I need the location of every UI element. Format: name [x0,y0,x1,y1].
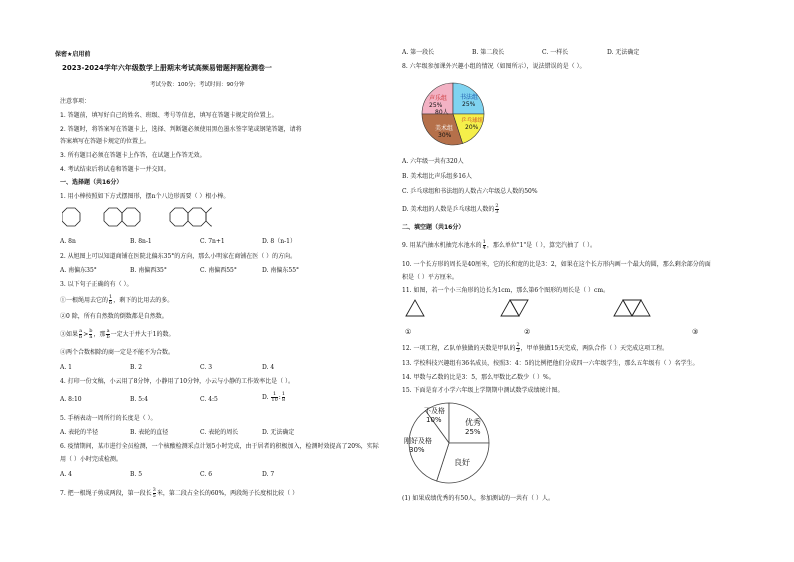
pie2-pct-excellent: 25% [465,428,481,436]
fraction-three-fifths: $\frac{3}{5}$ [152,487,156,499]
q2-option-c[interactable]: C. 南偏西55° [200,267,237,274]
q6-option-a[interactable]: A. 4 [60,471,72,478]
q8-option-a[interactable]: A. 六年级一共有320人 [402,158,464,165]
section-fill-heading: 二、填空题（共16分） [402,224,465,231]
question-13: 13. 学校科技兴趣组有36名成员，按照3：4：5的比例把他们分成四一六年级学生，那么五年级有（ ）名学生。 [402,360,699,367]
q8-option-b[interactable]: B. 美术组比声乐组多16人 [402,173,472,180]
q8-option-d-text: D. 美术组的人数是乒乓球组人数的 [402,206,495,213]
q3-statement-2: ②0 除，所有自然数的倒数都是自然数。 [60,313,168,320]
fraction-a-over-b-2: $\frac{a}{b}$ [106,328,110,340]
q5-option-d[interactable]: D. 无法确定 [262,429,295,436]
triangle-figure-1 [406,300,424,316]
pie-pct-pingpong: 20% [465,124,479,131]
question-14: 14. 甲数与乙数的比是3：5，那么甲数比乙数少（ ）%。 [402,374,555,381]
question-11: 11. 如图，若一个小三角形的边长为1cm，那么第6个图形的周长是（ ）cm。 [402,287,610,294]
q7-option-b[interactable]: B. 第二段长 [472,49,505,56]
q1-option-c[interactable]: C. 7n+1 [200,238,225,245]
pie2-label-pass: 刚好及格 [404,437,432,445]
triangle-figure-3a [614,300,632,316]
q3-statement-1 [60,295,173,306]
question-1: 1. 用小棒按照如下方式摆图形，摆n个八边形需要（ ）根小棒。 [60,193,230,200]
pie2-label-excellent: 优秀 [465,418,481,427]
question-7 [60,488,298,499]
fraction-two-thirds-q12: $\frac{2}{3}$ [516,342,520,354]
q3-statement-3-c: 一定大于并大于1的数。 [110,331,175,338]
q6-option-c[interactable]: C. 6 [200,471,213,478]
q1-option-d[interactable]: D. 8（n-1） [262,238,296,245]
question-7-b: 米，第二段占全长的60%，两段绳子长度相比较（ ） [156,490,299,497]
note-2-cont: 答案填写在答题卡规定的位置上。 [60,138,151,145]
notes-heading: 注意事项： [60,98,91,105]
exam-subtitle: 考试分数：100分；考试时间：90分钟 [150,82,245,88]
q3-option-c[interactable]: C. 3 [200,364,213,371]
fraction-b-over-a: $\frac{b}{a}$ [89,328,93,340]
fraction-one-eighth: $\frac{1}{8}$ [281,391,286,403]
pie-label-pingpong: 乒乓球组 [461,118,484,124]
pie-pct-vocal: 25% [429,102,443,109]
section-choice-heading: 一、选择题（共16分） [60,179,123,186]
pie2-pct-pass: 30% [409,446,425,454]
fraction-one-quarter: $\frac{1}{4}$ [482,239,486,251]
pie-label-art: 美术组 [435,125,454,132]
q3-statement-3-a: ③如果 [60,331,79,338]
pie-count-vocal: 80人 [435,109,449,116]
note-3: 3. 所有题目必须在答题卡上作答，在试题上作答无效。 [60,152,206,159]
question-8: 8. 六年级参加课外兴趣小组的情况（如图所示），说法错误的是（ ）。 [402,63,586,70]
triangle-figure-3c [632,300,650,316]
pie-pct-art: 30% [438,132,452,139]
pie2-label-good: 良好 [454,458,470,467]
triangle-figure-2b [501,300,519,316]
question-9-a: 9. 用某汽抽水机抽完水池水的 [402,242,482,249]
fraction-two-thirds: $\frac{2}{3}$ [495,203,499,215]
q8-option-c[interactable]: C. 乒乓球组和书法组的人数占六年级总人数的50% [402,188,538,195]
q7-option-a[interactable]: A. 第一段长 [402,49,435,56]
question-4: 4. 打印一份文稿，小云用了8分钟，小静用了10分钟，小云与小静的工作效率比是（ ）。 [60,378,294,385]
figure-mark-1: ① [405,328,412,336]
q7-option-c[interactable]: C. 一样长 [542,49,569,56]
q3-option-d[interactable]: D. 4 [262,364,275,371]
note-2: 2. 答题时，将答案写在答题卡上，选择、判断题必须使用黑色墨水签字笔或钢笔答题，请将 [60,126,302,133]
question-5: 5. 手柄表动一周所行的长度是（ ）。 [60,415,157,422]
q5-option-c[interactable]: C. 表轮的周长 [200,429,239,436]
q3-option-b[interactable]: B. 2 [130,364,143,371]
q2-option-d[interactable]: D. 南偏东55° [262,267,300,274]
q2-option-b[interactable]: B. 南偏西35° [130,267,167,274]
q3-option-a[interactable]: A. 1 [60,364,72,371]
question-2: 2. 从旭图上可以知道商铺在医院北偏东35°的方向，那么小明家在商铺在医（ ）的方向。 [60,253,297,260]
math-score-pie-chart [402,398,512,488]
q3-statement-1-b: ，剩下的比用去的多。 [113,297,174,304]
question-12-b: ，甲单独做15天完成，两队合作（ ）天完成这项工程。 [520,345,669,352]
question-3: 3. 以下句子正确的有（ ）。 [60,281,133,288]
pie-label-calligraphy: 书法组 [460,94,479,101]
fraction-one-sixth: $\frac{1}{6}$ [109,294,113,306]
question-6-cont: 用（ ）小时完成检测。 [60,456,122,463]
q4-option-d[interactable]: D. $\frac{1}{10}$ : $\frac{1}{8}$ [262,391,286,403]
q5-option-b[interactable]: B. 表轮的直径 [130,429,169,436]
question-7-a: 7. 把一根绳子剪成两段，第一段长 [60,490,152,497]
q2-option-a[interactable]: A. 南偏东35° [60,267,97,274]
question-10: 10. 一个长方形的周长是40厘米，它的长和宽的比是3：2，如果在这个长方形内画一个最大的圆，那么剩余部分的面 [402,261,711,268]
pie-label-vocal: 声乐组 [429,95,448,102]
question-12 [402,343,668,354]
interest-group-pie-chart [409,80,499,150]
triangle-figure-3b [623,300,641,316]
page-title: 2023-2024学年六年级数学上册期末考试高频易错题押题检测卷一 [62,64,272,72]
fraction-one-tenth: $\frac{1}{10}$ [271,391,278,403]
question-9-b: ，那么单位"1"是（ ），算完汽抽了（ ）。 [486,242,596,249]
q6-option-b[interactable]: B. 5 [130,471,143,478]
q1-option-b[interactable]: B. 8n-1 [130,238,152,245]
q4-option-a[interactable]: A. 8:10 [60,396,82,403]
figure-mark-3: ③ [692,328,699,336]
q4-option-c[interactable]: C. 4:5 [200,396,218,403]
secret-label: 保密★启用前 [55,51,91,58]
q3-statement-3-b: ，那 [93,331,106,338]
pie2-label-fail: 不及格 [424,407,445,415]
q4-option-b[interactable]: B. 5:4 [130,396,148,403]
triangle-figure-2a [510,300,528,316]
q6-option-d[interactable]: D. 7 [262,471,275,478]
octagon-figures [62,206,212,228]
pie-pct-calligraphy: 25% [462,101,476,108]
question-6: 6. 疫情期间，某市进行全员检测，一个核酸检测采点计划5小时完成，由于居者的积极加入，检测时效提高了20%，实际 [60,443,379,450]
question-9 [402,240,596,251]
pie2-pct-fail: 10% [426,416,442,424]
triangle-pattern-figures [402,296,722,340]
fraction-a-over-b: $\frac{a}{b}$ [79,328,83,340]
q3-statement-1-a: ①一根绳用去它的 [60,297,109,304]
q3-statement-3: ③如果 $\frac{a}{b}$ > $\frac{b}{a}$ ，那 $\frac{a}{b}$ 一定大于并大于1的数。 [60,328,175,340]
note-1: 1. 答题前，填写好自己的姓名、班级、考号等信息，填写在答题卡规定的位置上。 [60,112,278,119]
q5-option-a[interactable]: A. 表轮的半径 [60,429,99,436]
question-15-part-1: (1) 如果成绩优秀的有50人，参加测试的一共有（ ）人。 [402,495,554,502]
q8-option-d[interactable] [402,204,500,215]
right-column [397,0,794,562]
question-10-cont: 积是（ ）平方厘米。 [402,274,458,281]
q7-option-d[interactable]: D. 无法确定 [607,49,640,56]
note-4: 4. 考试结束后将试卷和答题卡一并交回。 [60,166,170,173]
q1-option-a[interactable]: A. 8n [60,238,76,245]
question-12-a: 12. 一项工程，乙队单独做的天数是甲队的 [402,345,516,352]
question-15: 15. 下面是育才小学六年级上学期期中测试数学成绩统计图。 [402,387,564,394]
figure-mark-2: ② [524,328,531,336]
q3-statement-4: ④两个合数相除的商一定是不能不为合数。 [60,349,175,356]
